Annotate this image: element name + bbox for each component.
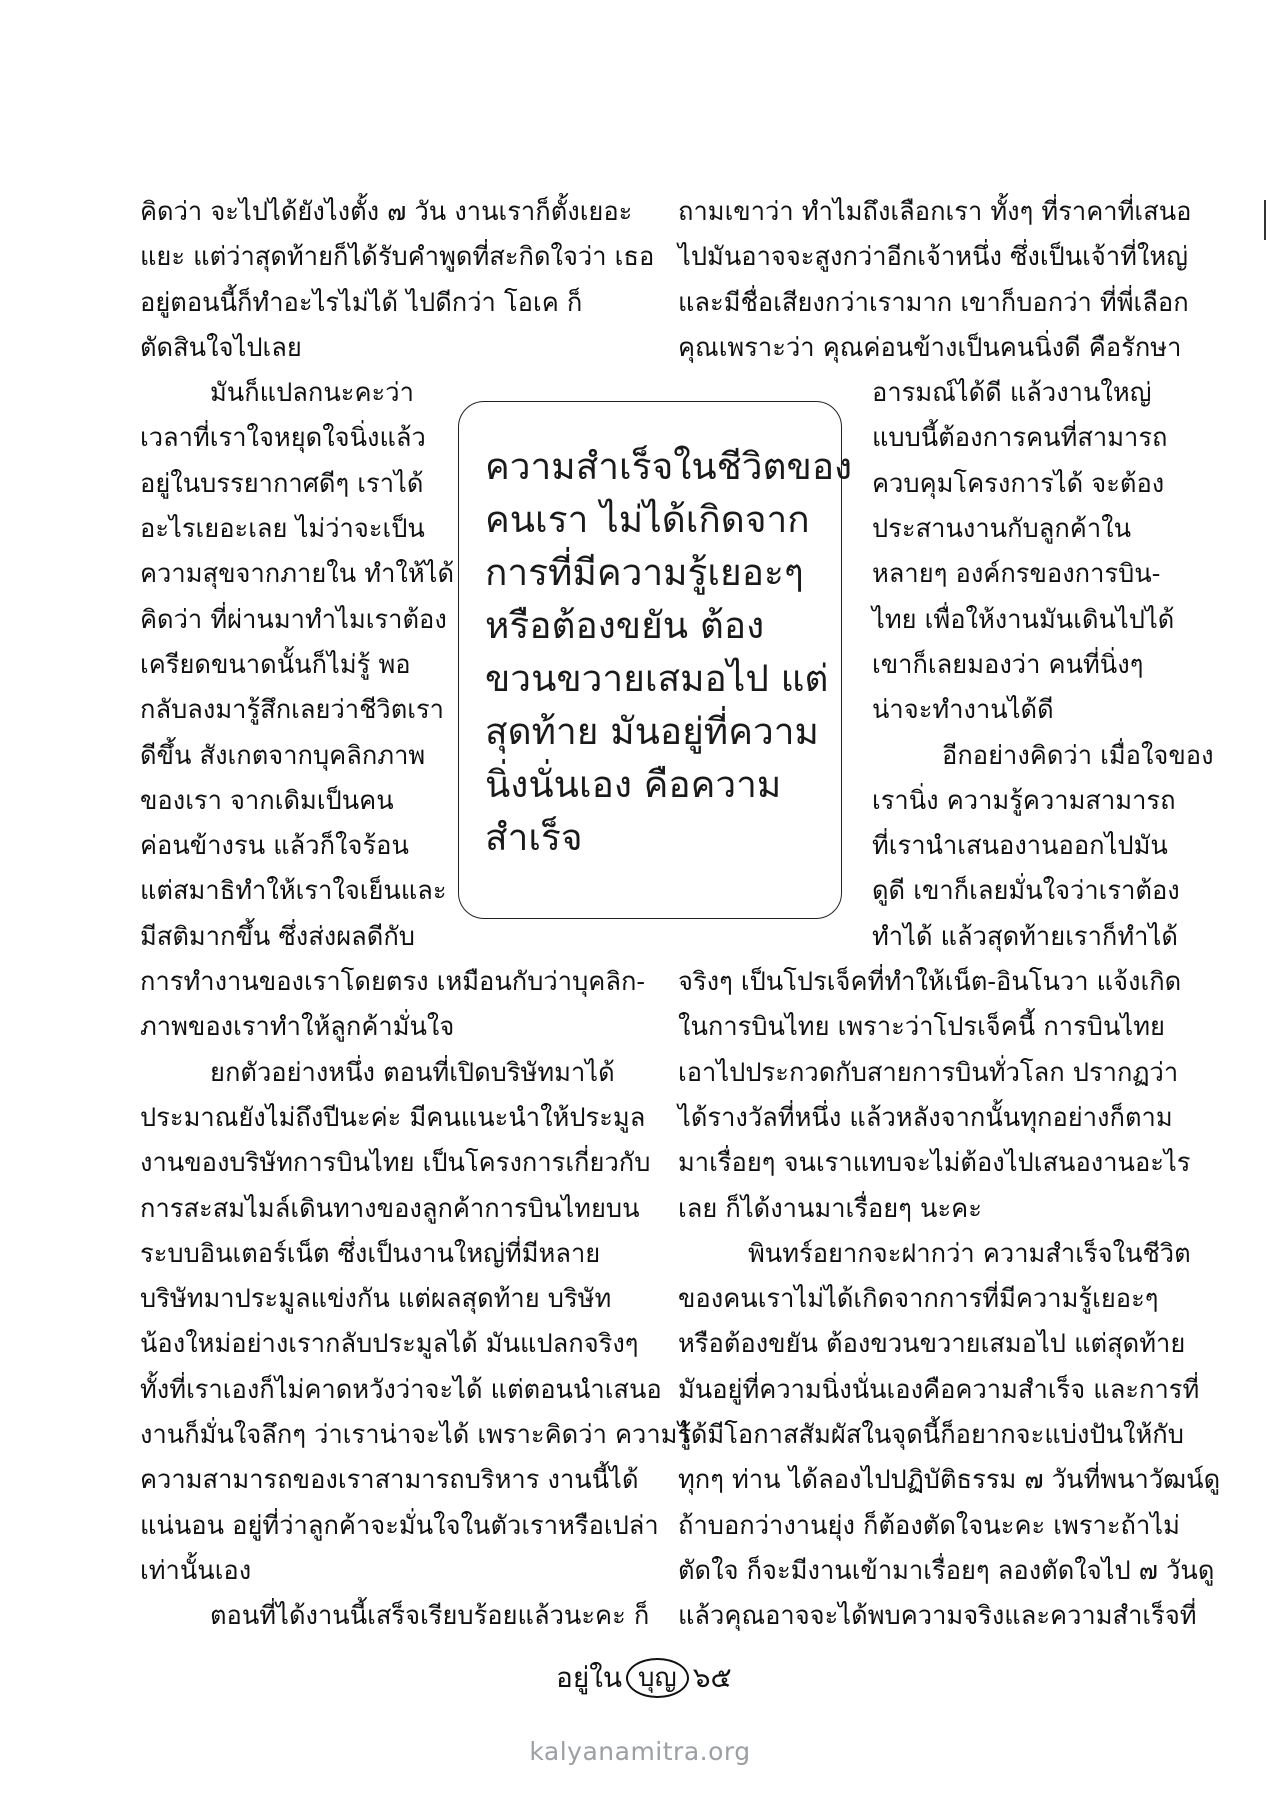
pull-quote-line: สำเร็จ	[485, 816, 583, 859]
text-line: ระบบอินเตอร์เน็ต ซึ่งเป็นงานใหญ่ที่มีหลาย	[140, 1238, 601, 1269]
text-line: อารมณ์ได้ดี แล้วงานใหญ่	[872, 378, 1152, 409]
text-line: บริษัทมาประมูลแข่งกัน แต่ผลสุดท้าย บริษัท	[140, 1284, 612, 1315]
magazine-name-prefix: อยู่ใน	[556, 1661, 623, 1694]
text-line: แบบนี้ต้องการคนที่สามารถ	[872, 423, 1168, 454]
text-line: เท่านั้นเอง	[140, 1555, 252, 1586]
text-line: ได้มีโอกาสสัมผัสในจุดนี้ก็อยากจะแบ่งปันให้กับ	[678, 1420, 1184, 1451]
text-line: คิดว่า จะไปได้ยังไงตั้ง ๗ วัน งานเราก็ตั้งเยอะ	[140, 197, 633, 227]
text-line: การทำงานของเราโดยตรง เหมือนกับว่าบุคลิก-	[140, 967, 645, 998]
text-line: แต่สมาธิทำให้เราใจเย็นและ	[140, 876, 447, 907]
text-line: และมีชื่อเสียงกว่าเรามาก เขาก็บอกว่า ที่พี่เลือก	[678, 287, 1189, 318]
text-line: ที่เรานำเสนองานออกไปมัน	[872, 831, 1168, 862]
pull-quote-line: สุดท้าย มันอยู่ที่ความ	[485, 710, 819, 753]
pull-quote-line: หรือต้องขยัน ต้อง	[485, 604, 765, 647]
page-footer	[556, 1658, 732, 1698]
text-line: เขาก็เลยมองว่า คนที่นิ่งๆ	[872, 649, 1144, 680]
text-line: ถามเขาว่า ทำไมถึงเลือกเรา ทั้งๆ ที่ราคาที่เสนอ	[678, 197, 1192, 227]
text-line: ความสามารถของเราสามารถบริหาร งานนี้ได้	[140, 1465, 639, 1496]
text-line: ทั้งที่เราเองก็ไม่คาดหวังว่าจะได้ แต่ตอนนำเสนอ	[140, 1374, 662, 1405]
text-line: น่าจะทำงานได้ดี	[872, 695, 1054, 726]
text-line: ได้รางวัลที่หนึ่ง แล้วหลังจากนั้นทุกอย่างก็ตาม	[678, 1102, 1173, 1133]
text-line: พินทร์อยากจะฝากว่า ความสำเร็จในชีวิต	[748, 1238, 1191, 1269]
text-line: งานก็มั่นใจลึกๆ ว่าเราน่าจะได้ เพราะคิดว่า ความรู้	[140, 1420, 692, 1451]
text-line: หลายๆ องค์กรของการบิน-	[872, 559, 1161, 590]
text-line: อยู่ตอนนี้ก็ทำอะไรไม่ได้ ไปดีกว่า โอเค ก็	[140, 287, 583, 318]
text-line: อยู่ในบรรยากาศดีๆ เราได้	[140, 468, 424, 499]
text-line: ไปมันอาจจะสูงกว่าอีกเจ้าหนึ่ง ซึ่งเป็นเจ้าที่ใหญ่	[678, 242, 1188, 273]
text-line: ยกตัวอย่างหนึ่ง ตอนที่เปิดบริษัทมาได้	[210, 1057, 615, 1088]
page-number: ๖๕	[692, 1661, 732, 1694]
text-line: ตัดสินใจไปเลย	[140, 332, 302, 363]
text-line: เรานิ่ง ความรู้ความสามารถ	[872, 785, 1176, 816]
text-line: มาเรื่อยๆ จนเราแทบจะไม่ต้องไปเสนองานอะไร	[678, 1148, 1191, 1179]
text-line: น้องใหม่อย่างเรากลับประมูลได้ มันแปลกจริงๆ	[140, 1329, 639, 1360]
text-line: มันอยู่ที่ความนิ่งนั่นเองคือความสำเร็จ และการที่	[678, 1374, 1200, 1405]
text-line: แยะ แต่ว่าสุดท้ายก็ได้รับคำพูดที่สะกิดใจว่า เธอ	[140, 242, 655, 273]
pull-quote-line: การที่มีความรู้เยอะๆ	[485, 551, 804, 594]
text-line: มีสติมากขึ้น ซึ่งส่งผลดีกับ	[140, 921, 415, 952]
text-line: ไทย เพื่อให้งานมันเดินไปได้	[872, 604, 1175, 635]
pull-quote-line: คนเรา ไม่ได้เกิดจาก	[485, 498, 810, 541]
scan-artifact-mark	[1264, 200, 1266, 240]
text-line: ความสุขจากภายใน ทำให้ได้	[140, 559, 455, 590]
text-line: ตัดใจ ก็จะมีงานเข้ามาเรื่อยๆ ลองตัดใจไป ๗ วันดู	[678, 1555, 1215, 1586]
text-line: คิดว่า ที่ผ่านมาทำไมเราต้อง	[140, 604, 447, 635]
pull-quote-line: นิ่งนั่นเอง คือความ	[485, 763, 782, 806]
text-line: ดีขึ้น สังเกตจากบุคลิกภาพ	[140, 740, 426, 771]
text-line: การสะสมไมล์เดินทางของลูกค้าการบินไทยบน	[140, 1193, 640, 1224]
text-line: ประมาณยังไม่ถึงปีนะค่ะ มีคนแนะนำให้ประมูล	[140, 1102, 646, 1133]
text-line: คุณเพราะว่า คุณค่อนข้างเป็นคนนิ่งดี คือรักษา	[678, 332, 1182, 363]
text-line: มันก็แปลกนะคะว่า	[210, 378, 414, 409]
text-line: เลย ก็ได้งานมาเรื่อยๆ นะคะ	[678, 1193, 982, 1224]
pull-quote-box	[458, 401, 853, 919]
text-line: ของคนเราไม่ได้เกิดจากการที่มีความรู้เยอะๆ	[678, 1284, 1159, 1315]
text-line: หรือต้องขยัน ต้องขวนขวายเสมอไป แต่สุดท้าย	[678, 1329, 1186, 1360]
text-line: เวลาที่เราใจหยุดใจนิ่งแล้ว	[140, 423, 426, 454]
text-line: แล้วคุณอาจจะได้พบความจริงและความสำเร็จที่	[678, 1601, 1197, 1632]
text-line: อะไรเยอะเลย ไม่ว่าจะเป็น	[140, 514, 425, 545]
text-line: เครียดขนาดนั้นก็ไม่รู้ พอ	[140, 649, 411, 680]
text-line: ทุกๆ ท่าน ได้ลองไปปฏิบัติธรรม ๗ วันที่พนาวัฒน์ดู	[678, 1465, 1221, 1496]
text-line: จริงๆ เป็นโปรเจ็คที่ทำให้เน็ต-อินโนวา แจ้งเกิด	[678, 967, 1182, 998]
text-line: กลับลงมารู้สึกเลยว่าชีวิตเรา	[140, 695, 444, 726]
text-line: ดูดี เขาก็เลยมั่นใจว่าเราต้อง	[872, 876, 1180, 907]
text-line: ทำได้ แล้วสุดท้ายเราก็ทำได้	[872, 921, 1178, 952]
text-line: แน่นอน อยู่ที่ว่าลูกค้าจะมั่นใจในตัวเราหรือเปล่า	[140, 1510, 659, 1541]
pull-quote-line: ขวนขวายเสมอไป แต่	[485, 657, 829, 700]
text-line: ภาพของเราทำให้ลูกค้ามั่นใจ	[140, 1012, 455, 1043]
text-line: งานของบริษัทการบินไทย เป็นโครงการเกี่ยวกับ	[140, 1148, 651, 1179]
pull-quote-line: ความสำเร็จในชีวิตของ	[485, 445, 853, 488]
text-line: ถ้าบอกว่างานยุ่ง ก็ต้องตัดใจนะคะ เพราะถ้าไม่	[678, 1510, 1180, 1541]
magazine-logo: บุญ	[626, 1658, 689, 1698]
text-line: ในการบินไทย เพราะว่าโปรเจ็คนี้ การบินไทย	[678, 1012, 1165, 1043]
text-line: ค่อนข้างรน แล้วก็ใจร้อน	[140, 831, 409, 862]
text-line: ควบคุมโครงการได้ จะต้อง	[872, 468, 1165, 499]
text-line: อีกอย่างคิดว่า เมื่อใจของ	[942, 740, 1214, 771]
text-line: ของเรา จากเดิมเป็นคน	[140, 785, 394, 816]
text-line: เอาไปประกวดกับสายการบินทั่วโลก ปรากฏว่า	[678, 1057, 1179, 1088]
text-line: ตอนที่ได้งานนี้เสร็จเรียบร้อยแล้วนะคะ ก็	[210, 1601, 650, 1632]
watermark-text: kalyanamitra.org	[529, 1737, 751, 1766]
text-line: ประสานงานกับลูกค้าใน	[872, 514, 1132, 545]
